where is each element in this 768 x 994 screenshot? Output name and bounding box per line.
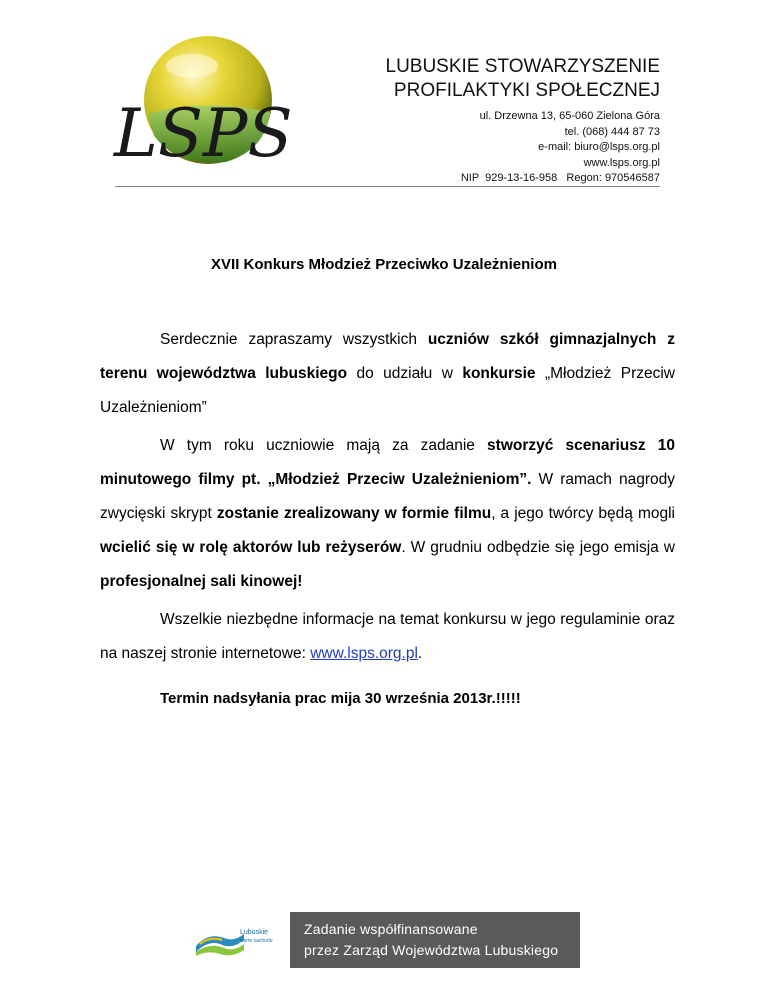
header-divider (115, 186, 660, 187)
org-phone: tel. (068) 444 87 73 (564, 125, 660, 138)
bold-text: wcielić się w rolę aktorów lub reżyserów (100, 539, 402, 556)
lubuskie-logo (190, 912, 295, 968)
paragraph-task (100, 429, 675, 599)
banner-line2: przez Zarząd Województwa Lubuskiego (304, 942, 559, 958)
cofinancing-banner (190, 912, 580, 968)
organization-info (386, 55, 661, 187)
text: W tym roku uczniowie mają za zadanie (160, 437, 488, 454)
deadline-notice: Termin nadsyłania prac mija 30 września 2013r.!!!!! (160, 690, 521, 707)
bold-text: profesjonalnej sali kinowej! (100, 573, 303, 590)
org-email: e-mail: biuro@lsps.org.pl (538, 141, 660, 153)
logo-text: LSPS (114, 95, 293, 172)
text: , a jego twórcy będą mogli (491, 505, 675, 522)
lubuskie-wave-icon (194, 926, 246, 958)
banner-line1: Zadanie współfinansowane (304, 921, 478, 937)
org-address: ul. Drzewna 13, 65-060 Zielona Góra (479, 110, 660, 122)
website-link[interactable]: www.lsps.org.pl (310, 645, 418, 662)
bold-text: zostanie zrealizowany w formie filmu (216, 505, 492, 522)
lubuskie-logo-line2: warte zachodu (240, 938, 273, 944)
text: „Młodzież Przeciw Uzależnieniom” (100, 365, 675, 416)
document-title: XVII Konkurs Młodzież Przeciwko Uzależnieniom (211, 256, 557, 273)
org-website: www.lsps.org.pl (583, 156, 660, 169)
text: Wszelkie niezbędne informacje na temat konkursu w jego regulaminie oraz na naszej stronie internetowe: (100, 611, 675, 662)
bold-text: uczniów szkół gimnazjalnych z terenu województwa lubuskiego (100, 331, 675, 382)
text: do udziału w (347, 365, 463, 382)
banner-text-box (290, 912, 580, 968)
bold-text: konkursie (462, 365, 536, 382)
lsps-logo (108, 28, 298, 178)
bold-text: stworzyć scenariusz 10 minutowego filmy pt. „Młodzież Przeciw Uzależnieniom”. (100, 437, 675, 488)
org-name-line2: PROFILAKTYKI SPOŁECZNEJ (393, 80, 660, 101)
text: . W grudniu odbędzie się jego emisja w (401, 539, 675, 556)
lubuskie-logo-text (240, 929, 273, 945)
paragraph-info (100, 603, 675, 671)
org-ids: NIP 929-13-16-958 Regon: 970546587 (460, 172, 660, 184)
lubuskie-logo-line1: Lubuskie (240, 929, 269, 936)
org-name-line1: LUBUSKIE STOWARZYSZENIE (385, 56, 660, 77)
text: W ramach nagrody zwycięski skrypt (100, 471, 676, 522)
text: Serdecznie zapraszamy wszystkich (160, 331, 428, 348)
document-body (100, 323, 675, 671)
paragraph-invitation (100, 323, 675, 425)
text: . (417, 645, 423, 662)
